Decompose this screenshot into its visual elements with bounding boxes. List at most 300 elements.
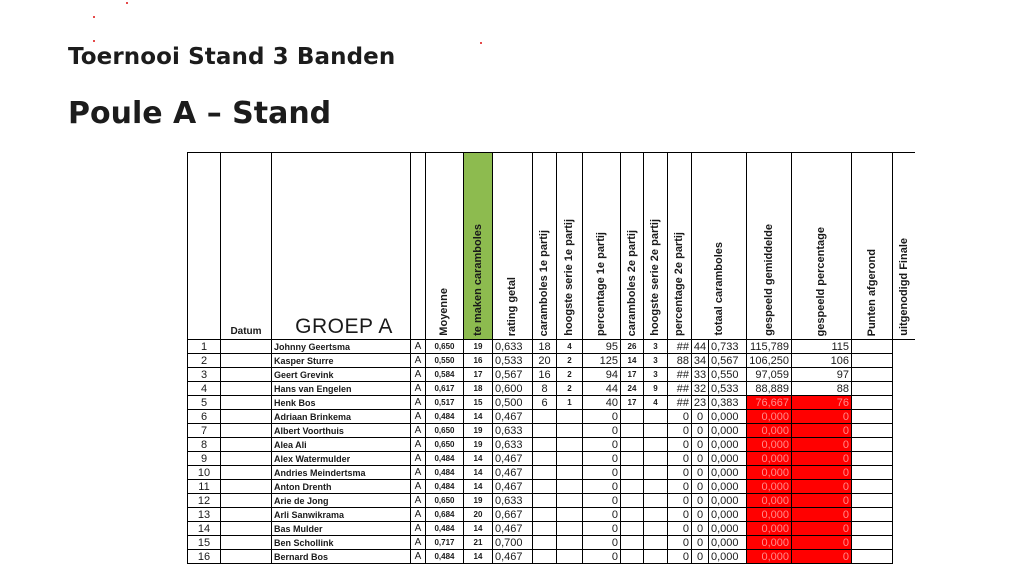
uitgenodigd-finale-cell bbox=[852, 354, 893, 368]
header-percentage-1e: percentage 1e partij bbox=[583, 153, 621, 340]
gespeeld-gemiddelde-cell: 0,000 bbox=[709, 508, 747, 522]
table-row bbox=[188, 466, 916, 480]
rating-cell: 0,600 bbox=[493, 382, 533, 396]
caramboles-2e-cell bbox=[621, 550, 644, 564]
percentage-2e-cell: 0 bbox=[668, 550, 692, 564]
datum-cell bbox=[221, 354, 272, 368]
row-number: 3 bbox=[188, 368, 221, 382]
row-number: 15 bbox=[188, 536, 221, 550]
hoogste-serie-1e-cell bbox=[557, 438, 583, 452]
moyenne-cell: 0,484 bbox=[426, 550, 464, 564]
gespeeld-percentage-cell: 0,000 bbox=[747, 452, 792, 466]
totaal-caramboles-cell: 0 bbox=[692, 522, 709, 536]
percentage-2e-cell: 0 bbox=[668, 466, 692, 480]
percentage-1e-cell: 0 bbox=[583, 480, 621, 494]
caramboles-1e-cell bbox=[533, 550, 557, 564]
te-maken-cell: 15 bbox=[464, 396, 493, 410]
hoogste-serie-2e-cell: 9 bbox=[644, 382, 668, 396]
player-name: Anton Drenth bbox=[272, 480, 411, 494]
gespeeld-percentage-cell: 115,789 bbox=[747, 340, 792, 354]
te-maken-cell: 14 bbox=[464, 452, 493, 466]
header-hoogste-serie-2e: hoogste serie 2e partij bbox=[644, 153, 668, 340]
percentage-2e-cell: 0 bbox=[668, 410, 692, 424]
datum-cell bbox=[221, 410, 272, 424]
table-row bbox=[188, 480, 916, 494]
punten-afgerond-cell: 115 bbox=[792, 340, 852, 354]
gespeeld-percentage-cell: 0,000 bbox=[747, 466, 792, 480]
totaal-caramboles-cell: 0 bbox=[692, 466, 709, 480]
table-row bbox=[188, 340, 916, 354]
caramboles-2e-cell bbox=[621, 438, 644, 452]
percentage-1e-cell: 94 bbox=[583, 368, 621, 382]
te-maken-cell: 14 bbox=[464, 410, 493, 424]
percentage-2e-cell: 0 bbox=[668, 480, 692, 494]
percentage-1e-cell: 0 bbox=[583, 508, 621, 522]
group-letter: A bbox=[411, 536, 426, 550]
rating-cell: 0,467 bbox=[493, 452, 533, 466]
table-row bbox=[188, 424, 916, 438]
totaal-caramboles-cell: 0 bbox=[692, 452, 709, 466]
percentage-2e-cell: 0 bbox=[668, 508, 692, 522]
punten-afgerond-cell: 88 bbox=[792, 382, 852, 396]
moyenne-cell: 0,484 bbox=[426, 466, 464, 480]
gespeeld-gemiddelde-cell: 0,000 bbox=[709, 536, 747, 550]
player-name: Arie de Jong bbox=[272, 494, 411, 508]
caramboles-2e-cell bbox=[621, 494, 644, 508]
datum-cell bbox=[221, 508, 272, 522]
caramboles-1e-cell bbox=[533, 494, 557, 508]
uitgenodigd-finale-cell bbox=[852, 522, 893, 536]
group-letter: A bbox=[411, 396, 426, 410]
table-row bbox=[188, 536, 916, 550]
gespeeld-percentage-cell: 97,059 bbox=[747, 368, 792, 382]
caramboles-2e-cell: 24 bbox=[621, 382, 644, 396]
hoogste-serie-2e-cell: 3 bbox=[644, 368, 668, 382]
datum-cell bbox=[221, 466, 272, 480]
hoogste-serie-2e-cell bbox=[644, 410, 668, 424]
moyenne-cell: 0,684 bbox=[426, 508, 464, 522]
decor-dot bbox=[93, 40, 95, 42]
caramboles-1e-cell bbox=[533, 508, 557, 522]
percentage-1e-cell: 44 bbox=[583, 382, 621, 396]
row-number: 5 bbox=[188, 396, 221, 410]
header-row bbox=[188, 153, 916, 340]
percentage-2e-cell: 0 bbox=[668, 452, 692, 466]
punten-afgerond-cell: 0 bbox=[792, 508, 852, 522]
row-number: 1 bbox=[188, 340, 221, 354]
hoogste-serie-2e-cell: 4 bbox=[644, 396, 668, 410]
group-letter: A bbox=[411, 368, 426, 382]
caramboles-1e-cell: 20 bbox=[533, 354, 557, 368]
row-number: 4 bbox=[188, 382, 221, 396]
caramboles-2e-cell: 14 bbox=[621, 354, 644, 368]
caramboles-2e-cell bbox=[621, 452, 644, 466]
row-number: 6 bbox=[188, 410, 221, 424]
player-name: Albert Voorthuis bbox=[272, 424, 411, 438]
uitgenodigd-finale-cell bbox=[852, 410, 893, 424]
datum-cell bbox=[221, 424, 272, 438]
uitgenodigd-finale-cell bbox=[852, 508, 893, 522]
group-letter: A bbox=[411, 494, 426, 508]
datum-cell bbox=[221, 480, 272, 494]
hoogste-serie-2e-cell bbox=[644, 424, 668, 438]
row-number: 12 bbox=[188, 494, 221, 508]
totaal-caramboles-cell: 0 bbox=[692, 480, 709, 494]
header-caramboles-2e: caramboles 2e partij bbox=[621, 153, 644, 340]
caramboles-1e-cell: 18 bbox=[533, 340, 557, 354]
uitgenodigd-finale-cell bbox=[852, 480, 893, 494]
gespeeld-percentage-cell: 0,000 bbox=[747, 536, 792, 550]
hoogste-serie-2e-cell: 3 bbox=[644, 354, 668, 368]
totaal-caramboles-cell: 44 bbox=[692, 340, 709, 354]
hoogste-serie-2e-cell bbox=[644, 480, 668, 494]
uitgenodigd-finale-cell bbox=[852, 438, 893, 452]
hoogste-serie-1e-cell: 2 bbox=[557, 382, 583, 396]
gespeeld-percentage-cell: 76,667 bbox=[747, 396, 792, 410]
group-letter: A bbox=[411, 508, 426, 522]
uitgenodigd-finale-cell bbox=[852, 452, 893, 466]
rating-cell: 0,467 bbox=[493, 522, 533, 536]
player-name: Adriaan Brinkema bbox=[272, 410, 411, 424]
te-maken-cell: 20 bbox=[464, 508, 493, 522]
group-letter: A bbox=[411, 340, 426, 354]
caramboles-2e-cell: 26 bbox=[621, 340, 644, 354]
header-group: GROEP A bbox=[272, 153, 411, 340]
rating-cell: 0,633 bbox=[493, 494, 533, 508]
page-title: Poule A – Stand bbox=[68, 96, 332, 131]
uitgenodigd-finale-cell bbox=[852, 536, 893, 550]
percentage-2e-cell: 0 bbox=[668, 536, 692, 550]
uitgenodigd-finale-cell bbox=[852, 494, 893, 508]
moyenne-cell: 0,517 bbox=[426, 396, 464, 410]
gespeeld-percentage-cell: 0,000 bbox=[747, 424, 792, 438]
caramboles-2e-cell: 17 bbox=[621, 396, 644, 410]
caramboles-1e-cell: 8 bbox=[533, 382, 557, 396]
gespeeld-gemiddelde-cell: 0,733 bbox=[709, 340, 747, 354]
header-hoogste-serie-1e: hoogste serie 1e partij bbox=[557, 153, 583, 340]
table-row bbox=[188, 368, 916, 382]
hoogste-serie-2e-cell bbox=[644, 536, 668, 550]
caramboles-1e-cell bbox=[533, 536, 557, 550]
punten-afgerond-cell: 0 bbox=[792, 522, 852, 536]
gespeeld-percentage-cell: 0,000 bbox=[747, 508, 792, 522]
caramboles-1e-cell bbox=[533, 452, 557, 466]
standings-sheet-image bbox=[187, 152, 915, 572]
header-caramboles-1e: caramboles 1e partij bbox=[533, 153, 557, 340]
caramboles-2e-cell bbox=[621, 410, 644, 424]
moyenne-cell: 0,484 bbox=[426, 410, 464, 424]
te-maken-cell: 17 bbox=[464, 368, 493, 382]
hoogste-serie-2e-cell bbox=[644, 550, 668, 564]
group-letter: A bbox=[411, 382, 426, 396]
rating-cell: 0,533 bbox=[493, 354, 533, 368]
punten-afgerond-cell: 0 bbox=[792, 438, 852, 452]
player-name: Geert Grevink bbox=[272, 368, 411, 382]
totaal-caramboles-cell: 0 bbox=[692, 536, 709, 550]
te-maken-cell: 21 bbox=[464, 536, 493, 550]
table-row bbox=[188, 508, 916, 522]
header-moyenne: Moyenne bbox=[426, 153, 464, 340]
datum-cell bbox=[221, 494, 272, 508]
table-row bbox=[188, 382, 916, 396]
gespeeld-gemiddelde-cell: 0,000 bbox=[709, 480, 747, 494]
hoogste-serie-1e-cell bbox=[557, 536, 583, 550]
player-name: Andries Meindertsma bbox=[272, 466, 411, 480]
percentage-2e-cell: ## bbox=[668, 368, 692, 382]
header-g bbox=[411, 153, 426, 340]
player-name: Bernard Bos bbox=[272, 550, 411, 564]
totaal-caramboles-cell: 0 bbox=[692, 424, 709, 438]
gespeeld-gemiddelde-cell: 0,550 bbox=[709, 368, 747, 382]
te-maken-cell: 14 bbox=[464, 550, 493, 564]
table-row bbox=[188, 494, 916, 508]
moyenne-cell: 0,484 bbox=[426, 452, 464, 466]
moyenne-cell: 0,717 bbox=[426, 536, 464, 550]
group-letter: A bbox=[411, 550, 426, 564]
hoogste-serie-2e-cell bbox=[644, 466, 668, 480]
moyenne-cell: 0,484 bbox=[426, 522, 464, 536]
row-number: 8 bbox=[188, 438, 221, 452]
row-number: 10 bbox=[188, 466, 221, 480]
totaal-caramboles-cell: 0 bbox=[692, 508, 709, 522]
hoogste-serie-2e-cell bbox=[644, 494, 668, 508]
moyenne-cell: 0,650 bbox=[426, 340, 464, 354]
punten-afgerond-cell: 0 bbox=[792, 494, 852, 508]
percentage-1e-cell: 0 bbox=[583, 424, 621, 438]
group-letter: A bbox=[411, 354, 426, 368]
rating-cell: 0,633 bbox=[493, 340, 533, 354]
player-name: Ben Schollink bbox=[272, 536, 411, 550]
punten-afgerond-cell: 0 bbox=[792, 466, 852, 480]
hoogste-serie-1e-cell bbox=[557, 494, 583, 508]
percentage-2e-cell: ## bbox=[668, 340, 692, 354]
hoogste-serie-1e-cell: 2 bbox=[557, 368, 583, 382]
row-number: 13 bbox=[188, 508, 221, 522]
uitgenodigd-finale-cell bbox=[852, 340, 893, 354]
gespeeld-gemiddelde-cell: 0,000 bbox=[709, 410, 747, 424]
gespeeld-percentage-cell: 0,000 bbox=[747, 480, 792, 494]
gespeeld-percentage-cell: 0,000 bbox=[747, 522, 792, 536]
caramboles-2e-cell bbox=[621, 508, 644, 522]
percentage-1e-cell: 125 bbox=[583, 354, 621, 368]
punten-afgerond-cell: 76 bbox=[792, 396, 852, 410]
rating-cell: 0,500 bbox=[493, 396, 533, 410]
totaal-caramboles-cell: 0 bbox=[692, 494, 709, 508]
gespeeld-percentage-cell: 0,000 bbox=[747, 494, 792, 508]
caramboles-2e-cell bbox=[621, 522, 644, 536]
punten-afgerond-cell: 0 bbox=[792, 480, 852, 494]
header-gespeeld-percentage: gespeeld percentage bbox=[792, 153, 852, 340]
hoogste-serie-1e-cell: 4 bbox=[557, 340, 583, 354]
caramboles-1e-cell: 16 bbox=[533, 368, 557, 382]
header-datum: Datum bbox=[221, 153, 272, 340]
header-nr bbox=[188, 153, 221, 340]
decor-dot bbox=[126, 2, 128, 4]
gespeeld-gemiddelde-cell: 0,000 bbox=[709, 466, 747, 480]
row-number: 9 bbox=[188, 452, 221, 466]
totaal-caramboles-cell: 23 bbox=[692, 396, 709, 410]
caramboles-2e-cell bbox=[621, 424, 644, 438]
caramboles-2e-cell bbox=[621, 480, 644, 494]
hoogste-serie-1e-cell bbox=[557, 424, 583, 438]
player-name: Bas Mulder bbox=[272, 522, 411, 536]
caramboles-2e-cell bbox=[621, 536, 644, 550]
group-letter: A bbox=[411, 410, 426, 424]
te-maken-cell: 14 bbox=[464, 522, 493, 536]
punten-afgerond-cell: 106 bbox=[792, 354, 852, 368]
group-letter: A bbox=[411, 466, 426, 480]
percentage-2e-cell: 88 bbox=[668, 354, 692, 368]
row-number: 14 bbox=[188, 522, 221, 536]
hoogste-serie-2e-cell bbox=[644, 438, 668, 452]
percentage-2e-cell: ## bbox=[668, 382, 692, 396]
gespeeld-gemiddelde-cell: 0,533 bbox=[709, 382, 747, 396]
percentage-2e-cell: 0 bbox=[668, 424, 692, 438]
hoogste-serie-1e-cell bbox=[557, 550, 583, 564]
uitgenodigd-finale-cell bbox=[852, 550, 893, 564]
rating-cell: 0,567 bbox=[493, 368, 533, 382]
percentage-1e-cell: 0 bbox=[583, 494, 621, 508]
caramboles-1e-cell bbox=[533, 480, 557, 494]
header-percentage-2e: percentage 2e partij bbox=[668, 153, 692, 340]
gespeeld-percentage-cell: 0,000 bbox=[747, 550, 792, 564]
player-name: Alex Watermulder bbox=[272, 452, 411, 466]
te-maken-cell: 18 bbox=[464, 382, 493, 396]
caramboles-1e-cell bbox=[533, 438, 557, 452]
gespeeld-gemiddelde-cell: 0,000 bbox=[709, 452, 747, 466]
percentage-2e-cell: 0 bbox=[668, 494, 692, 508]
row-number: 2 bbox=[188, 354, 221, 368]
header-totaal-caramboles: totaal caramboles bbox=[692, 153, 747, 340]
gespeeld-gemiddelde-cell: 0,000 bbox=[709, 438, 747, 452]
percentage-1e-cell: 0 bbox=[583, 536, 621, 550]
moyenne-cell: 0,650 bbox=[426, 494, 464, 508]
rating-cell: 0,633 bbox=[493, 424, 533, 438]
percentage-1e-cell: 0 bbox=[583, 452, 621, 466]
rating-cell: 0,467 bbox=[493, 466, 533, 480]
te-maken-cell: 19 bbox=[464, 494, 493, 508]
group-letter: A bbox=[411, 522, 426, 536]
totaal-caramboles-cell: 32 bbox=[692, 382, 709, 396]
uitgenodigd-finale-cell bbox=[852, 424, 893, 438]
hoogste-serie-1e-cell bbox=[557, 466, 583, 480]
datum-cell bbox=[221, 340, 272, 354]
moyenne-cell: 0,584 bbox=[426, 368, 464, 382]
te-maken-cell: 16 bbox=[464, 354, 493, 368]
player-name: Kasper Sturre bbox=[272, 354, 411, 368]
hoogste-serie-2e-cell: 3 bbox=[644, 340, 668, 354]
percentage-1e-cell: 0 bbox=[583, 522, 621, 536]
datum-cell bbox=[221, 522, 272, 536]
percentage-1e-cell: 0 bbox=[583, 550, 621, 564]
punten-afgerond-cell: 97 bbox=[792, 368, 852, 382]
rating-cell: 0,700 bbox=[493, 536, 533, 550]
header-gespeeld-gemiddelde: gespeeld gemiddelde bbox=[747, 153, 792, 340]
caramboles-1e-cell: 6 bbox=[533, 396, 557, 410]
te-maken-cell: 19 bbox=[464, 340, 493, 354]
group-letter: A bbox=[411, 438, 426, 452]
header-rating-getal: rating getal bbox=[493, 153, 533, 340]
totaal-caramboles-cell: 34 bbox=[692, 354, 709, 368]
standings-table bbox=[187, 152, 915, 564]
percentage-1e-cell: 0 bbox=[583, 438, 621, 452]
decor-dot bbox=[93, 16, 95, 18]
caramboles-2e-cell bbox=[621, 466, 644, 480]
table-row bbox=[188, 354, 916, 368]
hoogste-serie-1e-cell: 1 bbox=[557, 396, 583, 410]
rating-cell: 0,467 bbox=[493, 410, 533, 424]
te-maken-cell: 14 bbox=[464, 480, 493, 494]
table-row bbox=[188, 396, 916, 410]
totaal-caramboles-cell: 0 bbox=[692, 410, 709, 424]
uitgenodigd-finale-cell bbox=[852, 368, 893, 382]
percentage-1e-cell: 40 bbox=[583, 396, 621, 410]
page-subtitle: Toernooi Stand 3 Banden bbox=[68, 44, 396, 70]
totaal-caramboles-cell: 33 bbox=[692, 368, 709, 382]
gespeeld-gemiddelde-cell: 0,000 bbox=[709, 550, 747, 564]
punten-afgerond-cell: 0 bbox=[792, 536, 852, 550]
moyenne-cell: 0,617 bbox=[426, 382, 464, 396]
hoogste-serie-1e-cell bbox=[557, 410, 583, 424]
table-row bbox=[188, 550, 916, 564]
totaal-caramboles-cell: 0 bbox=[692, 438, 709, 452]
player-name: Arli Sanwikrama bbox=[272, 508, 411, 522]
hoogste-serie-1e-cell bbox=[557, 480, 583, 494]
caramboles-1e-cell bbox=[533, 466, 557, 480]
moyenne-cell: 0,550 bbox=[426, 354, 464, 368]
percentage-2e-cell: ## bbox=[668, 396, 692, 410]
datum-cell bbox=[221, 382, 272, 396]
group-letter: A bbox=[411, 480, 426, 494]
gespeeld-gemiddelde-cell: 0,383 bbox=[709, 396, 747, 410]
table-row bbox=[188, 410, 916, 424]
uitgenodigd-finale-cell bbox=[852, 466, 893, 480]
punten-afgerond-cell: 0 bbox=[792, 550, 852, 564]
datum-cell bbox=[221, 368, 272, 382]
player-name: Johnny Geertsma bbox=[272, 340, 411, 354]
group-letter: A bbox=[411, 424, 426, 438]
moyenne-cell: 0,650 bbox=[426, 438, 464, 452]
hoogste-serie-2e-cell bbox=[644, 522, 668, 536]
te-maken-cell: 19 bbox=[464, 424, 493, 438]
moyenne-cell: 0,650 bbox=[426, 424, 464, 438]
percentage-1e-cell: 0 bbox=[583, 466, 621, 480]
rating-cell: 0,467 bbox=[493, 550, 533, 564]
datum-cell bbox=[221, 536, 272, 550]
datum-cell bbox=[221, 550, 272, 564]
caramboles-1e-cell bbox=[533, 522, 557, 536]
gespeeld-percentage-cell: 106,250 bbox=[747, 354, 792, 368]
player-name: Alea Ali bbox=[272, 438, 411, 452]
hoogste-serie-1e-cell: 2 bbox=[557, 354, 583, 368]
gespeeld-gemiddelde-cell: 0,567 bbox=[709, 354, 747, 368]
caramboles-1e-cell bbox=[533, 424, 557, 438]
gespeeld-gemiddelde-cell: 0,000 bbox=[709, 522, 747, 536]
hoogste-serie-1e-cell bbox=[557, 508, 583, 522]
gespeeld-percentage-cell: 0,000 bbox=[747, 410, 792, 424]
player-name: Henk Bos bbox=[272, 396, 411, 410]
rating-cell: 0,633 bbox=[493, 438, 533, 452]
totaal-caramboles-cell: 0 bbox=[692, 550, 709, 564]
row-number: 11 bbox=[188, 480, 221, 494]
te-maken-cell: 19 bbox=[464, 438, 493, 452]
te-maken-cell: 14 bbox=[464, 466, 493, 480]
hoogste-serie-2e-cell bbox=[644, 508, 668, 522]
group-letter: A bbox=[411, 452, 426, 466]
uitgenodigd-finale-cell bbox=[852, 396, 893, 410]
percentage-2e-cell: 0 bbox=[668, 438, 692, 452]
header-te-maken-caramboles: te maken caramboles bbox=[464, 153, 493, 340]
